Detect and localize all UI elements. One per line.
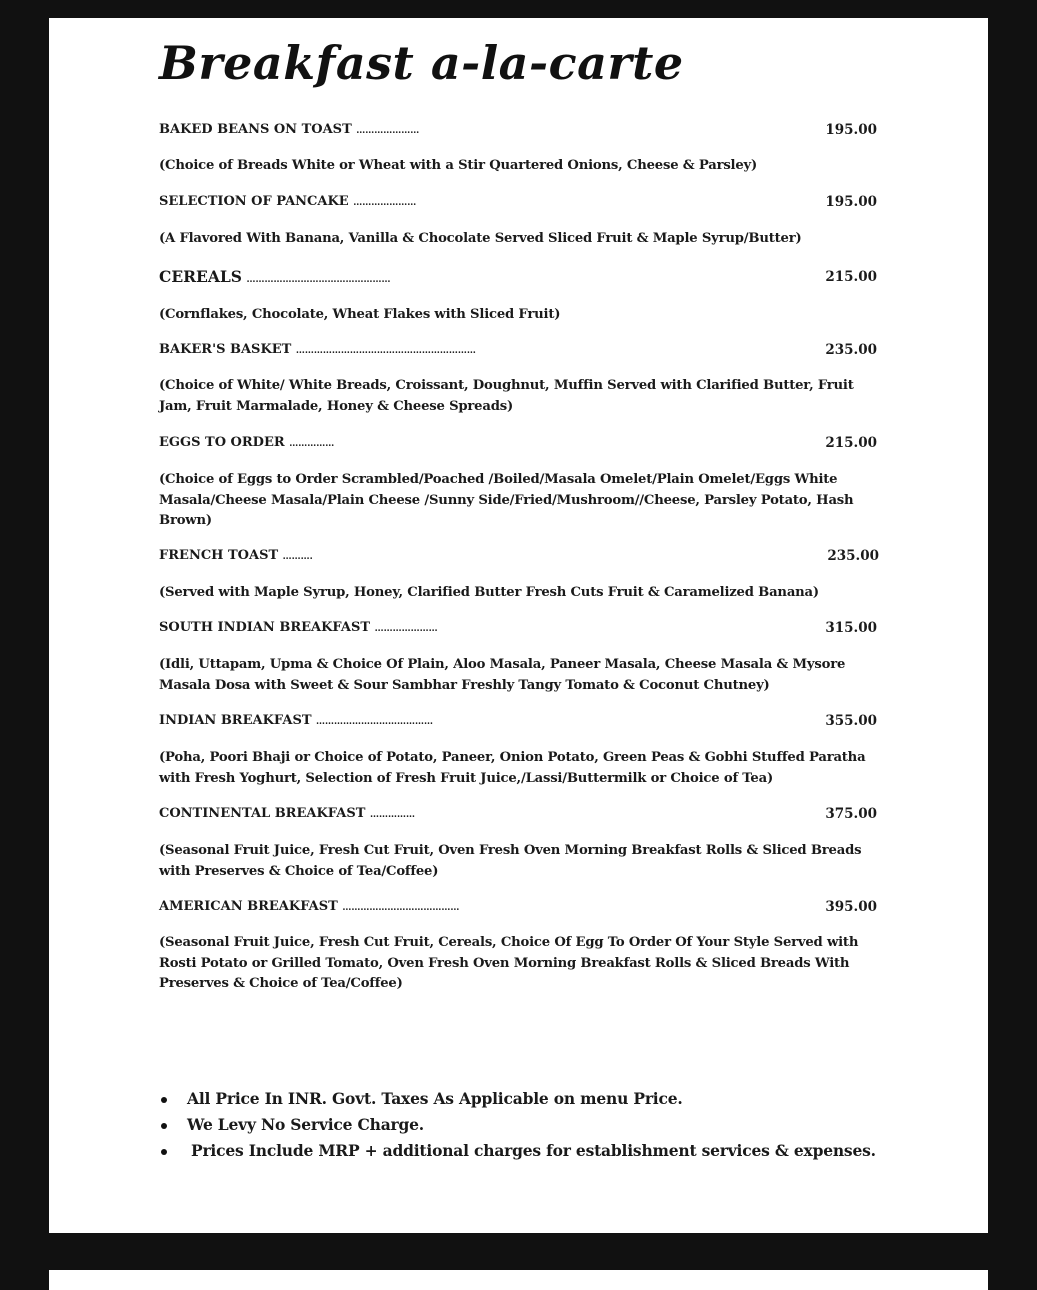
leader-dots: ………………………………… xyxy=(342,903,460,913)
item-price: 195.00 xyxy=(825,194,877,210)
item-name: AMERICAN BREAKFAST xyxy=(159,899,338,914)
item-price: 215.00 xyxy=(825,435,877,451)
item-description: (Choice of Eggs to Order Scrambled/Poached /Boiled/Masala Omelet/Plain Omelet/Eggs White Masala/Cheese Masala/Plain Cheese /Sunny Side/Fried/Mushroom//Cheese, Parsley Potato, Hash Brown) xyxy=(159,472,854,528)
menu-item-bakers-basket xyxy=(159,342,877,357)
leader-dots: ………. xyxy=(282,552,313,562)
leader-dots: …………………………………………………… xyxy=(295,346,476,356)
menu-item-french-toast xyxy=(159,548,877,563)
leader-dots: ………………… xyxy=(356,126,420,136)
item-name: BAKED BEANS ON TOAST xyxy=(159,122,352,137)
note-text: Prices Include MRP + additional charges for establishment services & expenses. xyxy=(191,1141,876,1160)
note-item xyxy=(159,1138,919,1164)
item-price: 395.00 xyxy=(825,899,877,915)
bullet-icon xyxy=(161,1097,167,1103)
menu-item-cereals xyxy=(159,267,877,286)
leader-dots: …………… xyxy=(369,810,415,820)
item-price: 375.00 xyxy=(825,806,877,822)
leader-dots: ………………… xyxy=(374,624,438,634)
item-name: CEREALS xyxy=(159,267,242,286)
item-price: 315.00 xyxy=(825,620,877,636)
item-description: (A Flavored With Banana, Vanilla & Chocolate Served Sliced Fruit & Maple Syrup/Butter) xyxy=(159,231,802,246)
item-name: SOUTH INDIAN BREAKFAST xyxy=(159,620,371,635)
bullet-icon xyxy=(161,1149,167,1155)
menu-item-continental-breakfast xyxy=(159,806,877,821)
note-text: We Levy No Service Charge. xyxy=(187,1115,424,1134)
note-text: All Price In INR. Govt. Taxes As Applicable on menu Price. xyxy=(187,1089,683,1108)
item-price: 235.00 xyxy=(825,342,877,358)
item-price: 215.00 xyxy=(825,269,877,285)
item-price: 195.00 xyxy=(825,122,877,138)
item-description: (Seasonal Fruit Juice, Fresh Cut Fruit, Cereals, Choice Of Egg To Order Of Your Style Served with Rosti Potato or Grilled Tomato, Oven Fresh Oven Morning Breakfast Rolls & Sliced Breads With Preserves & Choice of Tea/Coffee) xyxy=(159,935,859,991)
item-description: (Cornflakes, Chocolate, Wheat Flakes with Sliced Fruit) xyxy=(159,307,561,322)
page-title: Breakfast a-la-carte xyxy=(159,36,684,90)
item-name: EGGS TO ORDER xyxy=(159,435,285,450)
item-description: (Served with Maple Syrup, Honey, Clarified Butter Fresh Cuts Fruit & Caramelized Banana) xyxy=(159,585,819,600)
leader-dots: ………………… xyxy=(353,198,417,208)
item-description: (Idli, Uttapam, Upma & Choice Of Plain, Aloo Masala, Paneer Masala, Cheese Masala & Mysore Masala Dosa with Sweet & Sour Sambhar Freshly Tangy Tomato & Coconut Chutney) xyxy=(159,657,846,693)
item-description: (Choice of Breads White or Wheat with a Stir Quartered Onions, Cheese & Parsley) xyxy=(159,158,758,173)
leader-dots: ………………………………… xyxy=(316,717,434,727)
item-name: FRENCH TOAST xyxy=(159,548,279,563)
item-name: BAKER'S BASKET xyxy=(159,342,292,357)
item-name: CONTINENTAL BREAKFAST xyxy=(159,806,366,821)
bullet-icon xyxy=(161,1123,167,1129)
menu-page xyxy=(49,18,988,1233)
note-item xyxy=(159,1086,919,1112)
item-description: (Seasonal Fruit Juice, Fresh Cut Fruit, Oven Fresh Oven Morning Breakfast Rolls & Sliced Breads with Preserves & Choice of Tea/Coffee) xyxy=(159,843,862,879)
item-name: INDIAN BREAKFAST xyxy=(159,713,312,728)
item-price: 355.00 xyxy=(825,713,877,729)
menu-item-south-indian-breakfast xyxy=(159,620,877,635)
menu-item-eggs-to-order xyxy=(159,435,877,450)
menu-item-american-breakfast xyxy=(159,899,877,914)
menu-item-baked-beans xyxy=(159,122,877,137)
leader-dots: …………… xyxy=(289,439,335,449)
next-page-edge xyxy=(49,1270,988,1290)
menu-item-pancake xyxy=(159,194,877,209)
item-description: (Poha, Poori Bhaji or Choice of Potato, Paneer, Onion Potato, Green Peas & Gobhi Stuffed Paratha with Fresh Yoghurt, Selection of Fresh Fruit Juice,/Lassi/Buttermilk or Choice of Tea) xyxy=(159,750,866,786)
item-description: (Choice of White/ White Breads, Croissant, Doughnut, Muffin Served with Clarified Butter, Fruit Jam, Fruit Marmalade, Honey & Cheese Spreads) xyxy=(159,378,854,414)
note-item xyxy=(159,1112,919,1138)
item-price: 235.00 xyxy=(827,548,879,564)
leader-dots: ………………………………………… xyxy=(246,275,391,285)
menu-item-indian-breakfast xyxy=(159,713,877,728)
item-name: SELECTION OF PANCAKE xyxy=(159,194,349,209)
notes-list xyxy=(159,1086,919,1164)
